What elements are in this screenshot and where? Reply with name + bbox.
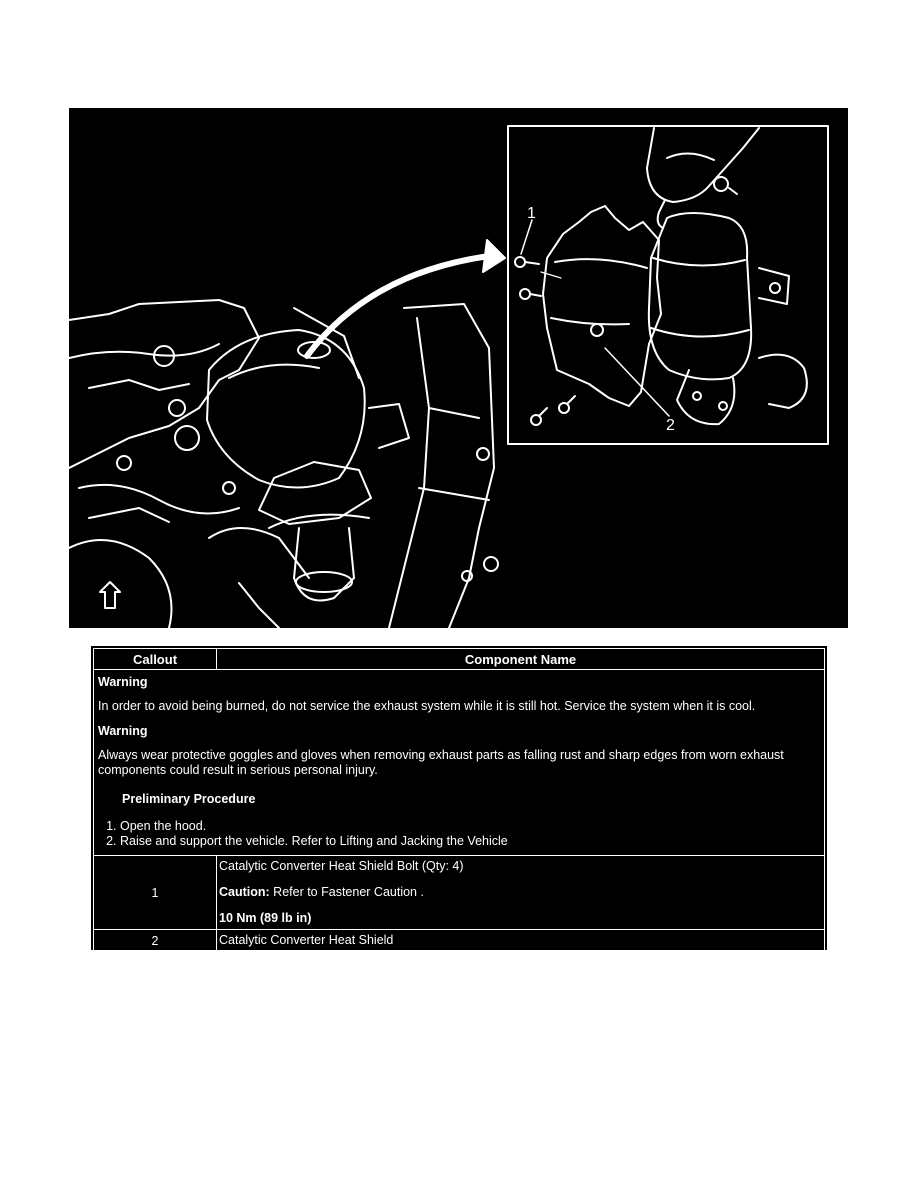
- table-row: [94, 856, 825, 930]
- step-2: 2. Raise and support the vehicle. Refer to Lifting and Jacking the Vehicle: [120, 834, 820, 849]
- warning-2-title: Warning: [98, 724, 148, 738]
- table-row: [94, 930, 825, 952]
- callout-label-2: 2: [666, 417, 675, 434]
- step-1: 1. Open the hood.: [120, 819, 820, 834]
- notes-row: [94, 670, 825, 856]
- component-table: [93, 648, 825, 952]
- component-name-1: Catalytic Converter Heat Shield Bolt (Qty: 4): [219, 859, 464, 873]
- callout-cell-2: 2: [94, 930, 217, 952]
- service-illustration: [69, 108, 848, 628]
- preliminary-steps: [98, 819, 820, 849]
- caution-text: Refer to Fastener Caution .: [273, 885, 424, 899]
- preliminary-procedure-title: Preliminary Procedure: [122, 792, 256, 806]
- warning-1-title: Warning: [98, 675, 148, 689]
- component-cell-1: [217, 856, 825, 930]
- warning-1-text: In order to avoid being burned, do not service the exhaust system while it is still hot. Service the system when it is cool.: [98, 699, 756, 713]
- component-name-2: Catalytic Converter Heat Shield: [217, 930, 825, 952]
- warning-2-text: Always wear protective goggles and gloves when removing exhaust parts as falling rust and sharp edges from worn exhaust components could result in serious personal injury.: [98, 748, 784, 777]
- header-component-name: Component Name: [217, 649, 825, 670]
- orientation-arrow-icon: [100, 582, 120, 608]
- torque-spec: 10 Nm (89 lb in): [219, 911, 312, 925]
- notes-cell: [94, 670, 825, 856]
- component-table-frame: [89, 644, 829, 952]
- zoom-arrow: [307, 256, 489, 356]
- table-header-row: [94, 649, 825, 670]
- caution-label: Caution:: [219, 885, 270, 899]
- callout-cell-1: 1: [94, 856, 217, 930]
- callout-label-1: 1: [527, 205, 536, 222]
- detail-inset-drawing: [515, 128, 807, 425]
- engine-bay-drawing: [69, 300, 498, 628]
- header-callout: Callout: [94, 649, 217, 670]
